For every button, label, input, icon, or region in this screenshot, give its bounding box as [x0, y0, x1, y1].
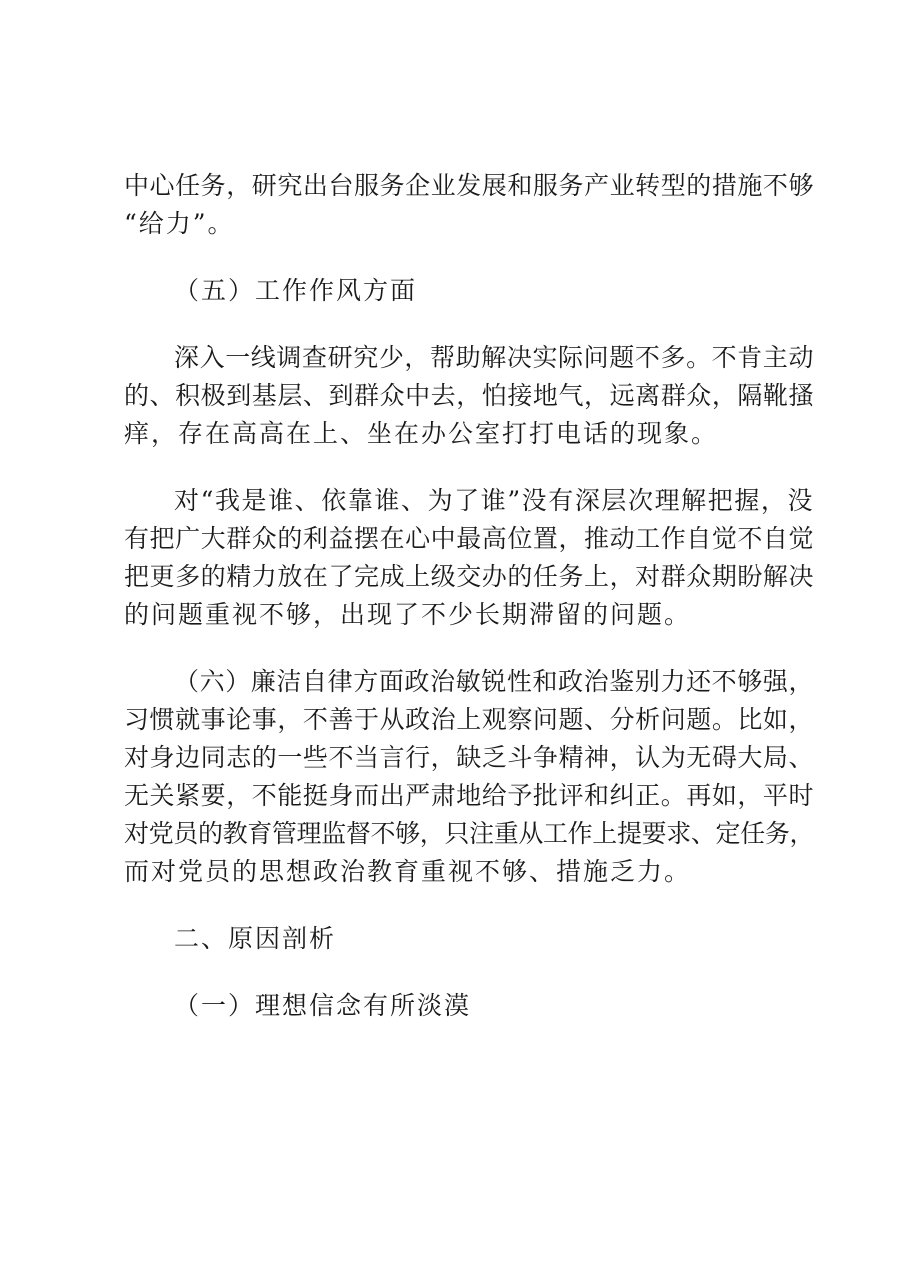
- text-line: 的、积极到基层、到群众中去，怕接地气，远离群众，隔靴搔: [124, 381, 814, 410]
- document-body: [124, 167, 814, 1054]
- paragraph-integrity: [124, 663, 814, 891]
- text-line: 深入一线调查研究少，帮助解决实际问题不多。不肯主动: [174, 343, 814, 372]
- text-line: 对身边同志的一些不当言行，缺乏斗争精神，认为无碍大局、: [124, 743, 814, 772]
- heading-text: （五）工作作风方面: [174, 276, 418, 305]
- text-line: 无关紧要，不能挺身而出严肃地给予批评和纠正。再如，平时: [124, 781, 814, 810]
- text-line: 对党员的教育管理监督不够，只注重从工作上提要求、定任务，: [124, 819, 814, 848]
- subsection-heading-ideals: [124, 987, 814, 1025]
- text-line: “给力”。: [124, 209, 235, 238]
- text-line: 对“我是谁、依靠谁、为了谁”没有深层次理解把握，没: [174, 486, 814, 515]
- paragraph-task-measures: [124, 167, 814, 243]
- text-line: 而对党员的思想政治教育重视不够、措施乏力。: [124, 857, 692, 886]
- text-line: 把更多的精力放在了完成上级交办的任务上，对群众期盼解决: [124, 562, 814, 591]
- paragraph-investigation: [124, 339, 814, 453]
- text-line: 的问题重视不够，出现了不少长期滞留的问题。: [124, 600, 692, 629]
- section-heading-work-style: [124, 272, 814, 310]
- heading-text: （一）理想信念有所淡漠: [174, 991, 472, 1020]
- paragraph-mass-interest: [124, 482, 814, 634]
- text-line: 中心任务，研究出台服务企业发展和服务产业转型的措施不够: [124, 171, 814, 200]
- section-heading-cause-analysis: [124, 920, 814, 958]
- heading-text: 二、原因剖析: [174, 924, 337, 953]
- text-line: 痒，存在高高在上、坐在办公室打打电话的现象。: [124, 419, 719, 448]
- text-line: 习惯就事论事，不善于从政治上观察问题、分析问题。比如，: [124, 705, 814, 734]
- text-line: （六）廉洁自律方面政治敏锐性和政治鉴别力还不够强，: [174, 667, 814, 696]
- text-line: 有把广大群众的利益摆在心中最高位置，推动工作自觉不自觉: [124, 524, 814, 553]
